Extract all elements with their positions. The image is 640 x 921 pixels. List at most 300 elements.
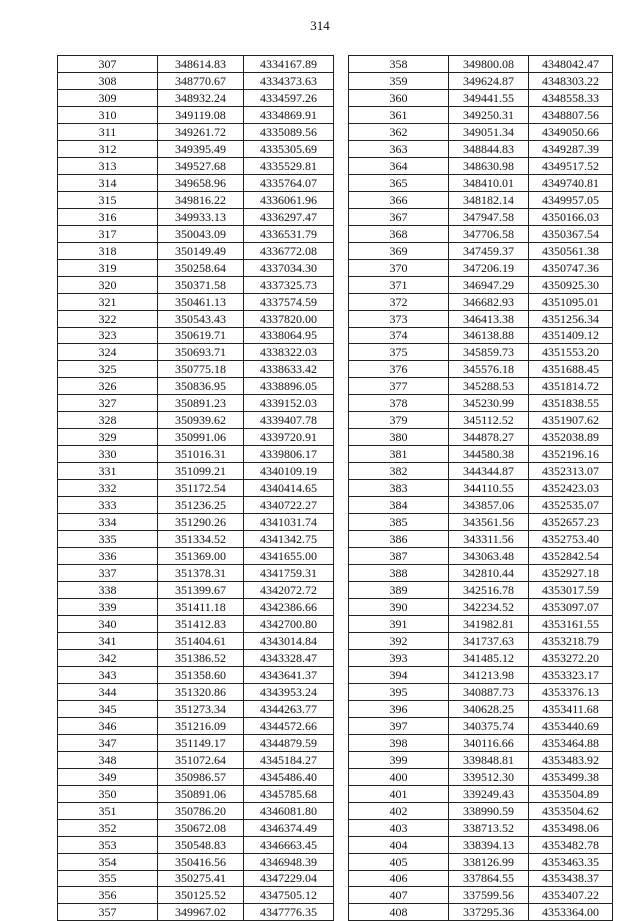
table-row [349,140,613,157]
table-row [58,632,334,649]
table-row [58,276,334,293]
point-number-cell: 361 [349,106,449,123]
point-number-cell: 355 [58,870,158,887]
point-number-cell: 320 [58,276,158,293]
y-coordinate-cell: 4339720.91 [244,429,334,446]
x-coordinate-cell: 348630.98 [449,157,529,174]
y-coordinate-cell: 4349287.39 [529,140,613,157]
y-coordinate-cell: 4352038.89 [529,429,613,446]
point-number-cell: 406 [349,870,449,887]
table-row [349,310,613,327]
point-number-cell: 357 [58,904,158,921]
y-coordinate-cell: 4352842.54 [529,548,613,565]
point-number-cell: 372 [349,293,449,310]
table-row [349,429,613,446]
table-row [349,751,613,768]
point-number-cell: 309 [58,89,158,106]
x-coordinate-cell: 341737.63 [449,632,529,649]
coordinates-table-right [348,55,613,921]
point-number-cell: 330 [58,446,158,463]
x-coordinate-cell: 342516.78 [449,582,529,599]
y-coordinate-cell: 4336297.47 [244,208,334,225]
point-number-cell: 316 [58,208,158,225]
table-row [58,683,334,700]
x-coordinate-cell: 340375.74 [449,717,529,734]
table-row [58,157,334,174]
y-coordinate-cell: 4339806.17 [244,446,334,463]
x-coordinate-cell: 345288.53 [449,378,529,395]
point-number-cell: 317 [58,225,158,242]
point-number-cell: 370 [349,259,449,276]
x-coordinate-cell: 341485.12 [449,649,529,666]
table-row [58,853,334,870]
point-number-cell: 405 [349,853,449,870]
x-coordinate-cell: 350149.49 [158,242,244,259]
table-row [349,514,613,531]
point-number-cell: 373 [349,310,449,327]
point-number-cell: 318 [58,242,158,259]
y-coordinate-cell: 4348042.47 [529,56,613,73]
table-row [58,649,334,666]
point-number-cell: 380 [349,429,449,446]
point-number-cell: 325 [58,361,158,378]
point-number-cell: 307 [58,56,158,73]
table-row [349,123,613,140]
point-number-cell: 400 [349,768,449,785]
y-coordinate-cell: 4341031.74 [244,514,334,531]
table-row [58,446,334,463]
point-number-cell: 311 [58,123,158,140]
y-coordinate-cell: 4336772.08 [244,242,334,259]
point-number-cell: 375 [349,344,449,361]
y-coordinate-cell: 4338322.03 [244,344,334,361]
y-coordinate-cell: 4349050.66 [529,123,613,140]
point-number-cell: 313 [58,157,158,174]
y-coordinate-cell: 4351553.20 [529,344,613,361]
x-coordinate-cell: 348182.14 [449,191,529,208]
y-coordinate-cell: 4353218.79 [529,632,613,649]
y-coordinate-cell: 4352657.23 [529,514,613,531]
page-number: 314 [310,18,330,33]
y-coordinate-cell: 4342072.72 [244,582,334,599]
table-row [349,768,613,785]
table-row [349,72,613,89]
table-row [349,497,613,514]
point-number-cell: 386 [349,531,449,548]
table-row [58,259,334,276]
y-coordinate-cell: 4353323.17 [529,666,613,683]
x-coordinate-cell: 350775.18 [158,361,244,378]
x-coordinate-cell: 348932.24 [158,89,244,106]
table-row [58,582,334,599]
y-coordinate-cell: 4353161.55 [529,615,613,632]
table-row [349,480,613,497]
table-row [349,531,613,548]
table-row [58,565,334,582]
x-coordinate-cell: 351236.25 [158,497,244,514]
point-number-cell: 387 [349,548,449,565]
table-row [349,734,613,751]
table-row [349,666,613,683]
y-coordinate-cell: 4351688.45 [529,361,613,378]
y-coordinate-cell: 4334373.63 [244,72,334,89]
x-coordinate-cell: 351216.09 [158,717,244,734]
table-row [349,259,613,276]
table-row [58,429,334,446]
point-number-cell: 385 [349,514,449,531]
y-coordinate-cell: 4344879.59 [244,734,334,751]
x-coordinate-cell: 348614.83 [158,56,244,73]
table-row [349,242,613,259]
y-coordinate-cell: 4353407.22 [529,887,613,904]
table-row [349,700,613,717]
y-coordinate-cell: 4352753.40 [529,531,613,548]
x-coordinate-cell: 338990.59 [449,802,529,819]
x-coordinate-cell: 337295.36 [449,904,529,921]
table-row [349,378,613,395]
point-number-cell: 327 [58,395,158,412]
point-number-cell: 336 [58,548,158,565]
table-row [349,361,613,378]
table-row [58,123,334,140]
x-coordinate-cell: 344580.38 [449,446,529,463]
y-coordinate-cell: 4335089.56 [244,123,334,140]
y-coordinate-cell: 4350747.36 [529,259,613,276]
table-row [58,615,334,632]
y-coordinate-cell: 4344572.66 [244,717,334,734]
x-coordinate-cell: 341213.98 [449,666,529,683]
x-coordinate-cell: 351386.52 [158,649,244,666]
y-coordinate-cell: 4335305.69 [244,140,334,157]
x-coordinate-cell: 346138.88 [449,327,529,344]
table-row [58,327,334,344]
x-coordinate-cell: 339249.43 [449,785,529,802]
y-coordinate-cell: 4340109.19 [244,463,334,480]
x-coordinate-cell: 337599.56 [449,887,529,904]
y-coordinate-cell: 4345184.27 [244,751,334,768]
point-number-cell: 395 [349,683,449,700]
y-coordinate-cell: 4347229.04 [244,870,334,887]
point-number-cell: 348 [58,751,158,768]
y-coordinate-cell: 4337325.73 [244,276,334,293]
x-coordinate-cell: 351412.83 [158,615,244,632]
point-number-cell: 404 [349,836,449,853]
point-number-cell: 381 [349,446,449,463]
point-number-cell: 329 [58,429,158,446]
point-number-cell: 346 [58,717,158,734]
point-number-cell: 368 [349,225,449,242]
point-number-cell: 323 [58,327,158,344]
y-coordinate-cell: 4335529.81 [244,157,334,174]
x-coordinate-cell: 351016.31 [158,446,244,463]
table-row [349,106,613,123]
coordinates-table-right-body [349,56,613,921]
point-number-cell: 347 [58,734,158,751]
x-coordinate-cell: 350371.58 [158,276,244,293]
y-coordinate-cell: 4349517.52 [529,157,613,174]
point-number-cell: 353 [58,836,158,853]
point-number-cell: 384 [349,497,449,514]
point-number-cell: 374 [349,327,449,344]
table-row [58,700,334,717]
table-row [349,599,613,616]
y-coordinate-cell: 4353411.68 [529,700,613,717]
x-coordinate-cell: 346413.38 [449,310,529,327]
y-coordinate-cell: 4351256.34 [529,310,613,327]
point-number-cell: 352 [58,819,158,836]
y-coordinate-cell: 4353364.00 [529,904,613,921]
table-row [58,666,334,683]
point-number-cell: 308 [58,72,158,89]
x-coordinate-cell: 350939.62 [158,412,244,429]
point-number-cell: 396 [349,700,449,717]
y-coordinate-cell: 4353482.78 [529,836,613,853]
y-coordinate-cell: 4334869.91 [244,106,334,123]
table-row [58,887,334,904]
point-number-cell: 321 [58,293,158,310]
point-number-cell: 394 [349,666,449,683]
table-row [349,582,613,599]
x-coordinate-cell: 347947.58 [449,208,529,225]
point-number-cell: 391 [349,615,449,632]
x-coordinate-cell: 349624.87 [449,72,529,89]
point-number-cell: 390 [349,599,449,616]
table-row [58,344,334,361]
table-row [58,785,334,802]
point-number-cell: 337 [58,565,158,582]
point-number-cell: 322 [58,310,158,327]
table-row [58,802,334,819]
y-coordinate-cell: 4348303.22 [529,72,613,89]
x-coordinate-cell: 345230.99 [449,395,529,412]
y-coordinate-cell: 4350166.03 [529,208,613,225]
x-coordinate-cell: 349967.02 [158,904,244,921]
table-row [58,734,334,751]
table-row [349,887,613,904]
point-number-cell: 334 [58,514,158,531]
point-number-cell: 363 [349,140,449,157]
y-coordinate-cell: 4337034.30 [244,259,334,276]
table-row [58,548,334,565]
x-coordinate-cell: 349250.31 [449,106,529,123]
y-coordinate-cell: 4346948.39 [244,853,334,870]
table-row [349,463,613,480]
x-coordinate-cell: 348410.01 [449,174,529,191]
table-row [58,106,334,123]
x-coordinate-cell: 349816.22 [158,191,244,208]
y-coordinate-cell: 4349957.05 [529,191,613,208]
point-number-cell: 393 [349,649,449,666]
table-row [58,72,334,89]
table-row [349,836,613,853]
table-row [58,514,334,531]
point-number-cell: 364 [349,157,449,174]
point-number-cell: 407 [349,887,449,904]
x-coordinate-cell: 351149.17 [158,734,244,751]
y-coordinate-cell: 4353272.20 [529,649,613,666]
table-row [58,208,334,225]
y-coordinate-cell: 4350367.54 [529,225,613,242]
y-coordinate-cell: 4351814.72 [529,378,613,395]
point-number-cell: 360 [349,89,449,106]
y-coordinate-cell: 4351907.62 [529,412,613,429]
coordinates-table-left-body [58,56,334,921]
point-number-cell: 376 [349,361,449,378]
y-coordinate-cell: 4334597.26 [244,89,334,106]
y-coordinate-cell: 4353464.88 [529,734,613,751]
y-coordinate-cell: 4347505.12 [244,887,334,904]
y-coordinate-cell: 4340414.65 [244,480,334,497]
x-coordinate-cell: 340887.73 [449,683,529,700]
point-number-cell: 408 [349,904,449,921]
y-coordinate-cell: 4353504.89 [529,785,613,802]
y-coordinate-cell: 4351095.01 [529,293,613,310]
y-coordinate-cell: 4338896.05 [244,378,334,395]
table-row [349,89,613,106]
y-coordinate-cell: 4338064.95 [244,327,334,344]
x-coordinate-cell: 345112.52 [449,412,529,429]
point-number-cell: 392 [349,632,449,649]
y-coordinate-cell: 4352196.16 [529,446,613,463]
x-coordinate-cell: 347706.58 [449,225,529,242]
x-coordinate-cell: 340116.66 [449,734,529,751]
y-coordinate-cell: 4336061.96 [244,191,334,208]
point-number-cell: 341 [58,632,158,649]
table-row [58,717,334,734]
point-number-cell: 326 [58,378,158,395]
y-coordinate-cell: 4341759.31 [244,565,334,582]
point-number-cell: 315 [58,191,158,208]
table-row [58,225,334,242]
y-coordinate-cell: 4343641.37 [244,666,334,683]
point-number-cell: 310 [58,106,158,123]
point-number-cell: 335 [58,531,158,548]
y-coordinate-cell: 4348807.56 [529,106,613,123]
x-coordinate-cell: 351411.18 [158,599,244,616]
table-row [349,344,613,361]
table-row [58,378,334,395]
coordinates-table-left [57,55,334,921]
table-row [349,819,613,836]
point-number-cell: 324 [58,344,158,361]
table-row [349,904,613,921]
table-row [349,615,613,632]
x-coordinate-cell: 351399.67 [158,582,244,599]
table-row [58,751,334,768]
point-number-cell: 312 [58,140,158,157]
y-coordinate-cell: 4340722.27 [244,497,334,514]
y-coordinate-cell: 4352313.07 [529,463,613,480]
y-coordinate-cell: 4341342.75 [244,531,334,548]
point-number-cell: 350 [58,785,158,802]
x-coordinate-cell: 351358.60 [158,666,244,683]
y-coordinate-cell: 4346081.80 [244,802,334,819]
point-number-cell: 388 [349,565,449,582]
y-coordinate-cell: 4335764.07 [244,174,334,191]
table-row [349,157,613,174]
table-row [58,819,334,836]
y-coordinate-cell: 4337574.59 [244,293,334,310]
x-coordinate-cell: 342234.52 [449,599,529,616]
x-coordinate-cell: 351334.52 [158,531,244,548]
point-number-cell: 340 [58,615,158,632]
table-row [58,56,334,73]
x-coordinate-cell: 343561.56 [449,514,529,531]
point-number-cell: 399 [349,751,449,768]
table-row [349,632,613,649]
y-coordinate-cell: 4337820.00 [244,310,334,327]
y-coordinate-cell: 4347776.35 [244,904,334,921]
x-coordinate-cell: 347459.37 [449,242,529,259]
y-coordinate-cell: 4343953.24 [244,683,334,700]
table-row [349,225,613,242]
y-coordinate-cell: 4348558.33 [529,89,613,106]
y-coordinate-cell: 4351409.12 [529,327,613,344]
point-number-cell: 351 [58,802,158,819]
x-coordinate-cell: 350125.52 [158,887,244,904]
x-coordinate-cell: 349395.49 [158,140,244,157]
y-coordinate-cell: 4345486.40 [244,768,334,785]
point-number-cell: 331 [58,463,158,480]
table-row [58,242,334,259]
table-row [58,293,334,310]
point-number-cell: 378 [349,395,449,412]
x-coordinate-cell: 351378.31 [158,565,244,582]
y-coordinate-cell: 4343328.47 [244,649,334,666]
table-row [58,531,334,548]
y-coordinate-cell: 4342386.66 [244,599,334,616]
table-row [58,191,334,208]
table-row [58,768,334,785]
x-coordinate-cell: 349933.13 [158,208,244,225]
x-coordinate-cell: 339848.81 [449,751,529,768]
x-coordinate-cell: 343311.56 [449,531,529,548]
x-coordinate-cell: 338126.99 [449,853,529,870]
table-row [58,174,334,191]
x-coordinate-cell: 350548.83 [158,836,244,853]
table-row [349,208,613,225]
table-row [349,565,613,582]
table-row [349,785,613,802]
point-number-cell: 389 [349,582,449,599]
x-coordinate-cell: 351072.64 [158,751,244,768]
y-coordinate-cell: 4350561.38 [529,242,613,259]
point-number-cell: 379 [349,412,449,429]
y-coordinate-cell: 4334167.89 [244,56,334,73]
x-coordinate-cell: 349261.72 [158,123,244,140]
x-coordinate-cell: 349441.55 [449,89,529,106]
table-row [349,191,613,208]
point-number-cell: 314 [58,174,158,191]
table-row [58,310,334,327]
point-number-cell: 366 [349,191,449,208]
x-coordinate-cell: 349119.08 [158,106,244,123]
table-row [349,293,613,310]
point-number-cell: 333 [58,497,158,514]
y-coordinate-cell: 4353504.62 [529,802,613,819]
table-row [58,836,334,853]
point-number-cell: 403 [349,819,449,836]
x-coordinate-cell: 350543.43 [158,310,244,327]
point-number-cell: 345 [58,700,158,717]
point-number-cell: 367 [349,208,449,225]
y-coordinate-cell: 4351838.55 [529,395,613,412]
y-coordinate-cell: 4343014.84 [244,632,334,649]
table-row [349,802,613,819]
table-row [349,174,613,191]
table-row [349,446,613,463]
y-coordinate-cell: 4345785.68 [244,785,334,802]
